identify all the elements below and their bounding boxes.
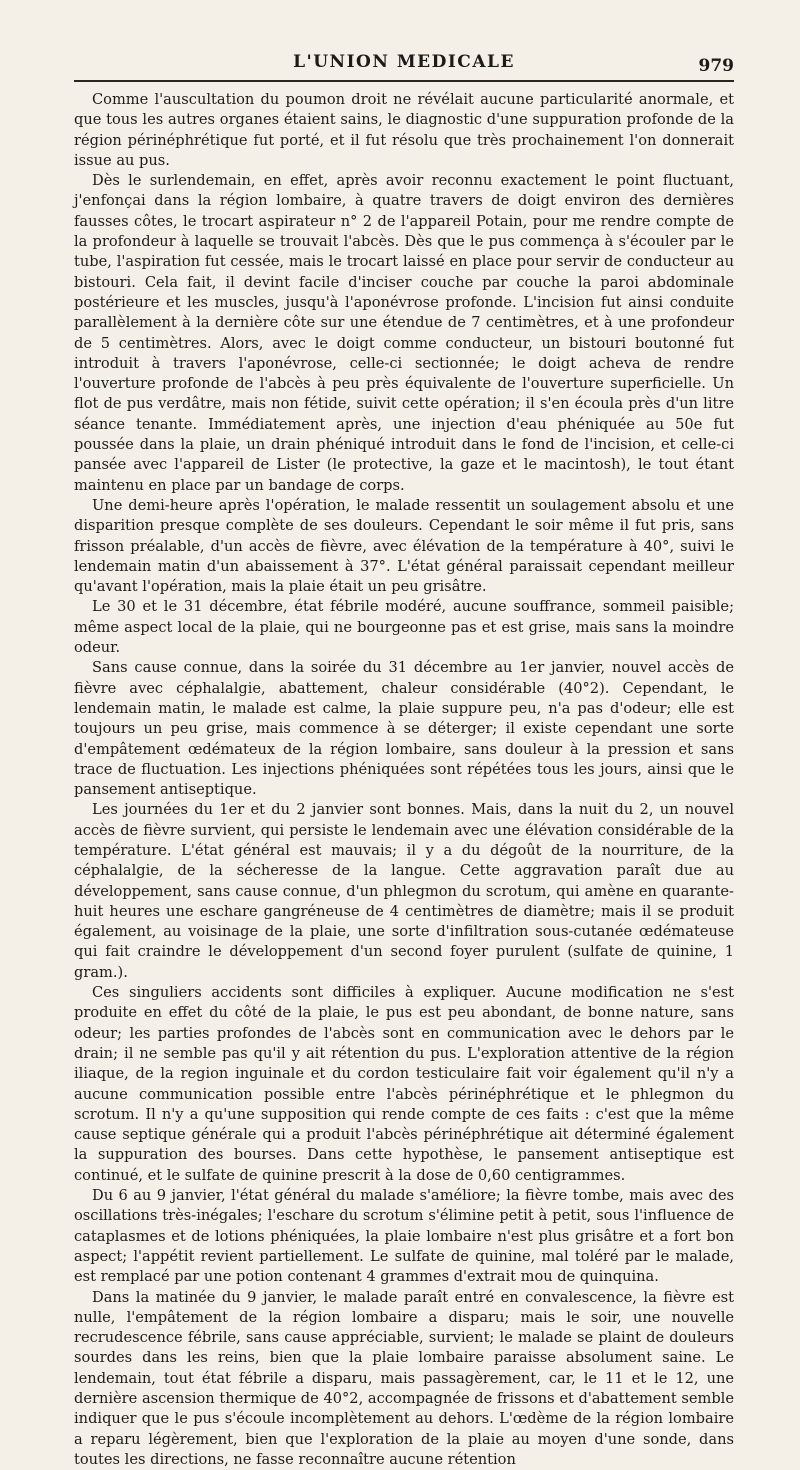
body-text: [74, 90, 734, 1470]
paragraph: Du 6 au 9 janvier, l'état général du malade s'améliore; la fièvre tombe, mais avec des oscillations très-inégales; l'eschare du scrotum s'élimine petit à petit, sous l'influence de cataplasmes et de lotions phéniquées, la plaie lombaire n'est plus grisâtre et a fort bon aspect; l'appétit revient partiellement. Le sulfate de quinine, mal toléré par le malade, est remplacé par une potion contenant 4 grammes d'extrait mou de quinquina.: [74, 1187, 734, 1286]
paragraph: Sans cause connue, dans la soirée du 31 décembre au 1er janvier, nouvel accès de fièvre avec céphalalgie, abattement, chaleur considérable (40°2). Cependant, le lendemain matin, le malade est calme, la plaie suppure peu, n'a pas d'odeur; elle est toujours un peu grise, mais commence à se déterger; il existe cependant une sorte d'empâtement œdémateux de la région lombaire, sans douleur à la pression et sans trace de fluctuation. Les injections phéniquées sont répétées tous les jours, ainsi que le pansement antiseptique.: [74, 659, 734, 799]
paragraph: Dès le surlendemain, en effet, après avoir reconnu exactement le point fluctuant, j'enfonçai dans la région lombaire, à quatre travers de doigt environ des dernières fausses côtes, le trocart aspirateur n° 2 de l'appareil Potain, pour me rendre compte de la profondeur à laquelle se trouvait l'abcès. Dès que le pus commença à s'écouler par le tube, l'aspiration fut cessée, mais le trocart laissé en place pour servir de conducteur au bistouri. Cela fait, il devint facile d'inciser couche par couche la paroi abdominale postérieure et les muscles, jusqu'à l'aponévrose profonde. L'incision fut ainsi conduite parallèlement à la dernière côte sur une étendue de 7 centimètres, et à une profondeur de 5 centimètres. Alors, avec le doigt comme conducteur, un bistouri boutonné fut introduit à travers l'aponévrose, celle-ci sectionnée; le doigt acheva de rendre l'ouverture profonde de l'abcès à peu près équivalente de l'ouverture superficielle. Un flot de pus verdâtre, mais non fétide, suivit cette opération; il s'en écoula près d'un litre séance tenante. Immédiatement après, une injection d'eau phéniquée au 50e fut poussée dans la plaie, un drain phéniqué introduit dans le fond de l'incision, et celle-ci pansée avec l'appareil de Lister (le protective, la gaze et le macintosh), le tout étant maintenu en place par un bandage de corps.: [74, 172, 734, 494]
paragraph: Les journées du 1er et du 2 janvier sont bonnes. Mais, dans la nuit du 2, un nouvel accès de fièvre survient, qui persiste le lendemain avec une élévation considérable de la température. L'état général est mauvais; il y a du dégoût de la nourriture, de la céphalalgie, de la sécheresse de la langue. Cette aggravation paraît due au développement, sans cause connue, d'un phlegmon du scrotum, qui amène en quarante-huit heures une eschare gangréneuse de 4 centimètres de diamètre; mais il se produit également, au voisinage de la plaie, une sorte d'infiltration sous-cutanée œdémateuse qui fait craindre le développement d'un second foyer purulent (sulfate de quinine, 1 gram.).: [74, 801, 734, 981]
paragraph: Dans la matinée du 9 janvier, le malade paraît entré en convalescence, la fièvre est nulle, l'empâtement de la région lombaire a disparu; mais le soir, une nouvelle recrudescence fébrile, sans cause appréciable, survient; le malade se plaint de douleurs sourdes dans les reins, bien que la plaie lombaire paraisse absolument saine. Le lendemain, tout état fébrile a disparu, mais passagèrement, car, le 11 et le 12, une dernière ascension thermique de 40°2, accompagnée de frissons et d'abattement semble indiquer que le pus s'écoule incomplètement au dehors. L'œdème de la région lombaire a reparu légèrement, bien que l'exploration de la plaie au moyen d'une sonde, dans toutes les directions, ne fasse reconnaître aucune rétention: [74, 1288, 734, 1468]
page-header: [74, 46, 734, 80]
running-title: L'UNION MEDICALE: [293, 52, 515, 72]
page-number: 979: [698, 56, 734, 76]
paragraph: Ces singuliers accidents sont difficiles à expliquer. Aucune modification ne s'est produite en effet du côté de la plaie, le pus est peu abondant, de bonne nature, sans odeur; les parties profondes de l'abcès sont en communication avec le dehors par le drain; il ne semble pas qu'il y ait rétention du pus. L'exploration attentive de la région iliaque, de la region inguinale et du cordon testiculaire fait voir également qu'il n'y a aucune communication possible entre l'abcès périnéphrétique et le phlegmon du scrotum. Il n'y a qu'une supposition qui rende compte de ces faits : c'est que la même cause septique générale qui a produit l'abcès périnéphrétique ait déterminé également la suppuration des bourses. Dans cette hypothèse, le pansement antiseptique est continué, et le sulfate de quinine prescrit à la dose de 0,60 centigrammes.: [74, 984, 734, 1184]
paragraph: Comme l'auscultation du poumon droit ne révélait aucune particularité anormale, et que tous les autres organes étaient sains, le diagnostic d'une suppuration profonde de la région périnéphrétique fut porté, et il fut résolu que très prochainement l'on donnerait issue au pus.: [74, 91, 734, 169]
header-rule: [74, 80, 734, 82]
paragraph: Le 30 et le 31 décembre, état fébrile modéré, aucune souffrance, sommeil paisible; même aspect local de la plaie, qui ne bourgeonne pas et est grise, mais sans la moindre odeur.: [74, 598, 734, 657]
paragraph: Une demi-heure après l'opération, le malade ressentit un soulagement absolu et une disparition presque complète de ses douleurs. Cependant le soir même il fut pris, sans frisson préalable, d'un accès de fièvre, avec élévation de la température à 40°, suivi le lendemain matin d'un abaissement à 37°. L'état général paraissait cependant meilleur qu'avant l'opération, mais la plaie était un peu grisâtre.: [74, 496, 734, 596]
